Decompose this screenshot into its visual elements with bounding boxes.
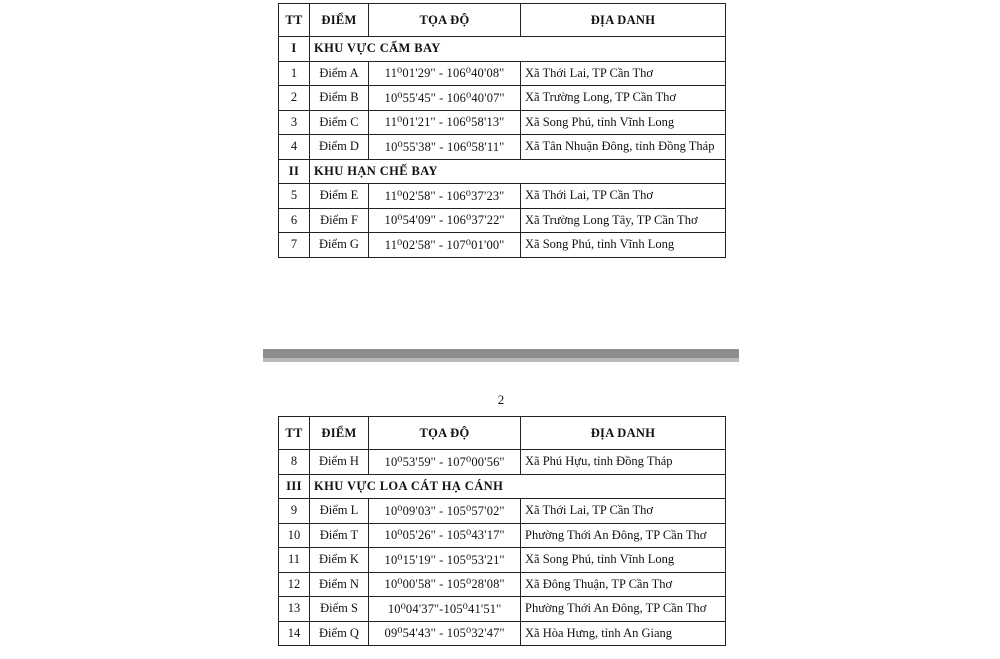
header-tt: TT xyxy=(279,4,310,37)
coordinate-table-2 xyxy=(278,416,726,646)
row-coordinates: 10⁰54'09'' - 106⁰37'22'' xyxy=(369,208,521,233)
row-place-name: Xã Thới Lai, TP Cần Thơ xyxy=(521,499,726,524)
row-point: Điểm Q xyxy=(310,621,369,646)
table-row xyxy=(279,621,726,646)
row-tt: 11 xyxy=(279,548,310,573)
row-coordinates: 10⁰00'58'' - 105⁰28'08'' xyxy=(369,572,521,597)
row-coordinates: 10⁰53'59'' - 107⁰00'56'' xyxy=(369,450,521,475)
table-row xyxy=(279,86,726,111)
table-header-row xyxy=(279,4,726,37)
row-tt: 7 xyxy=(279,233,310,258)
table-row xyxy=(279,135,726,160)
table-row xyxy=(279,450,726,475)
row-place-name: Phường Thới An Đông, TP Cần Thơ xyxy=(521,597,726,622)
row-place-name: Xã Phú Hựu, tỉnh Đồng Tháp xyxy=(521,450,726,475)
row-point: Điểm F xyxy=(310,208,369,233)
table-row xyxy=(279,597,726,622)
row-tt: 3 xyxy=(279,110,310,135)
table-row xyxy=(279,208,726,233)
row-place-name: Xã Trường Long, TP Cần Thơ xyxy=(521,86,726,111)
section-row xyxy=(279,37,726,62)
section-row xyxy=(279,159,726,184)
row-point: Điểm N xyxy=(310,572,369,597)
table-row xyxy=(279,110,726,135)
row-tt: 8 xyxy=(279,450,310,475)
section-number: II xyxy=(279,159,310,184)
table-row xyxy=(279,499,726,524)
header-coordinates: TỌA ĐỘ xyxy=(369,417,521,450)
row-coordinates: 11⁰01'21'' - 106⁰58'13'' xyxy=(369,110,521,135)
row-place-name: Xã Song Phú, tỉnh Vĩnh Long xyxy=(521,110,726,135)
row-coordinates: 10⁰55'38'' - 106⁰58'11'' xyxy=(369,135,521,160)
document-page-2 xyxy=(263,362,739,659)
table-row xyxy=(279,548,726,573)
row-point: Điểm E xyxy=(310,184,369,209)
section-title: KHU VỰC CẤM BAY xyxy=(310,37,726,62)
section-number: III xyxy=(279,474,310,499)
header-tt: TT xyxy=(279,417,310,450)
row-coordinates: 11⁰02'58'' - 107⁰01'00'' xyxy=(369,233,521,258)
header-place-name: ĐỊA DANH xyxy=(521,417,726,450)
row-tt: 5 xyxy=(279,184,310,209)
row-tt: 9 xyxy=(279,499,310,524)
row-tt: 4 xyxy=(279,135,310,160)
row-point: Điểm B xyxy=(310,86,369,111)
section-row xyxy=(279,474,726,499)
row-coordinates: 11⁰02'58'' - 106⁰37'23'' xyxy=(369,184,521,209)
row-point: Điểm L xyxy=(310,499,369,524)
row-tt: 1 xyxy=(279,61,310,86)
row-tt: 12 xyxy=(279,572,310,597)
table-row xyxy=(279,61,726,86)
table-row xyxy=(279,233,726,258)
row-place-name: Xã Đông Thuận, TP Cần Thơ xyxy=(521,572,726,597)
page-separator xyxy=(263,349,739,362)
row-coordinates: 10⁰05'26'' - 105⁰43'17'' xyxy=(369,523,521,548)
row-tt: 10 xyxy=(279,523,310,548)
header-place-name: ĐỊA DANH xyxy=(521,4,726,37)
row-place-name: Xã Thới Lai, TP Cần Thơ xyxy=(521,61,726,86)
row-point: Điểm G xyxy=(310,233,369,258)
row-point: Điểm C xyxy=(310,110,369,135)
table-row xyxy=(279,523,726,548)
row-coordinates: 10⁰15'19'' - 105⁰53'21'' xyxy=(369,548,521,573)
row-point: Điểm K xyxy=(310,548,369,573)
section-title: KHU HẠN CHẾ BAY xyxy=(310,159,726,184)
coordinate-table-1 xyxy=(278,3,726,258)
row-coordinates: 09⁰54'43'' - 105⁰32'47'' xyxy=(369,621,521,646)
page-number: 2 xyxy=(497,392,505,407)
row-place-name: Xã Song Phú, tỉnh Vĩnh Long xyxy=(521,548,726,573)
section-number: I xyxy=(279,37,310,62)
row-place-name: Phường Thới An Đông, TP Cần Thơ xyxy=(521,523,726,548)
document-page-1 xyxy=(263,0,739,349)
row-point: Điểm T xyxy=(310,523,369,548)
table-row xyxy=(279,572,726,597)
row-tt: 13 xyxy=(279,597,310,622)
section-title: KHU VỰC LOA CÁT HẠ CÁNH xyxy=(310,474,726,499)
row-place-name: Xã Trường Long Tây, TP Cần Thơ xyxy=(521,208,726,233)
row-point: Điểm A xyxy=(310,61,369,86)
row-point: Điểm H xyxy=(310,450,369,475)
table-header-row xyxy=(279,417,726,450)
row-tt: 2 xyxy=(279,86,310,111)
row-place-name: Xã Hòa Hưng, tỉnh An Giang xyxy=(521,621,726,646)
row-place-name: Xã Thới Lai, TP Cần Thơ xyxy=(521,184,726,209)
row-place-name: Xã Tân Nhuận Đông, tỉnh Đồng Tháp xyxy=(521,135,726,160)
row-coordinates: 10⁰09'03'' - 105⁰57'02'' xyxy=(369,499,521,524)
row-tt: 6 xyxy=(279,208,310,233)
row-point: Điểm D xyxy=(310,135,369,160)
row-tt: 14 xyxy=(279,621,310,646)
header-point: ĐIỂM xyxy=(310,417,369,450)
row-coordinates: 10⁰04'37''-105⁰41'51'' xyxy=(369,597,521,622)
row-point: Điểm S xyxy=(310,597,369,622)
row-place-name: Xã Song Phú, tỉnh Vĩnh Long xyxy=(521,233,726,258)
header-point: ĐIỂM xyxy=(310,4,369,37)
row-coordinates: 11⁰01'29'' - 106⁰40'08'' xyxy=(369,61,521,86)
table-row xyxy=(279,184,726,209)
header-coordinates: TỌA ĐỘ xyxy=(369,4,521,37)
row-coordinates: 10⁰55'45'' - 106⁰40'07'' xyxy=(369,86,521,111)
